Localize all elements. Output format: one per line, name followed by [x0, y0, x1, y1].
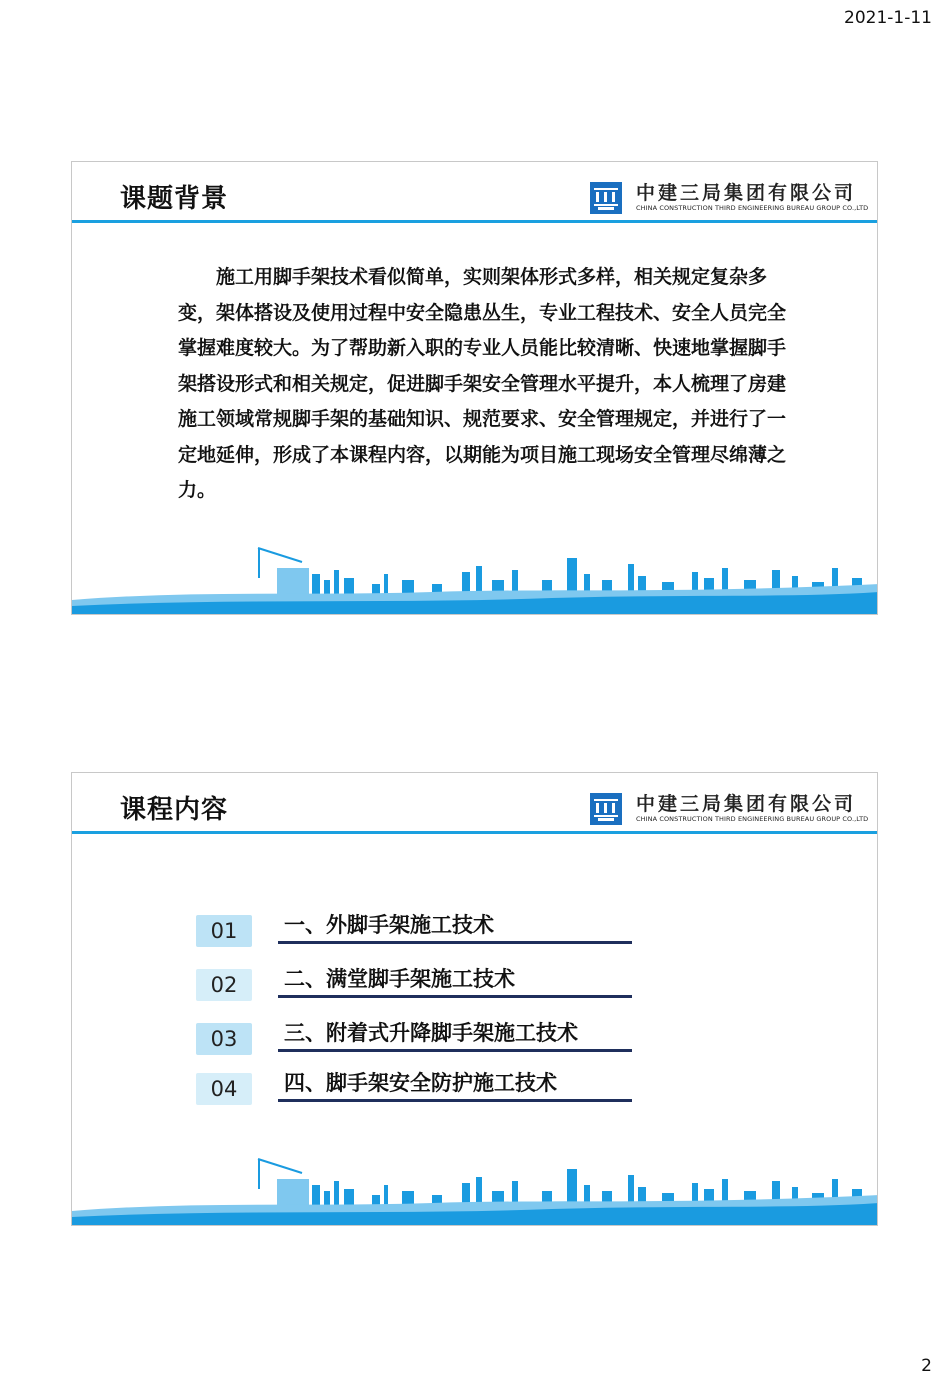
slide-background: [71, 772, 878, 1226]
agenda-item: [196, 909, 636, 949]
agenda-label: 四、脚手架安全防护施工技术: [284, 1071, 557, 1095]
agenda-item: [196, 1067, 636, 1107]
company-logo: [590, 787, 869, 827]
agenda-number: 04: [196, 1073, 252, 1105]
agenda-label: 二、满堂脚手架施工技术: [284, 967, 515, 991]
slide-title: 课程内容: [120, 795, 229, 825]
agenda-number: 03: [196, 1023, 252, 1055]
page-number: 2: [921, 1356, 932, 1376]
agenda-underline: [278, 941, 632, 944]
cscec-logo-icon: [590, 793, 622, 825]
company-name-cn: 中建三局集团有限公司: [636, 793, 857, 815]
slide-title: 课题背景: [120, 184, 229, 214]
company-logo: [590, 176, 869, 216]
agenda-label: 三、附着式升降脚手架施工技术: [284, 1021, 578, 1045]
slide-header: [72, 773, 877, 833]
agenda-underline: [278, 995, 632, 998]
company-name-cn: 中建三局集团有限公司: [636, 182, 857, 204]
agenda-number: 01: [196, 915, 252, 947]
agenda-label: 一、外脚手架施工技术: [284, 913, 494, 937]
city-skyline-graphic: [72, 1125, 878, 1225]
cscec-logo-icon: [590, 182, 622, 214]
page-date: 2021-1-11: [844, 8, 932, 28]
agenda-item: [196, 963, 636, 1003]
company-name-en: CHINA CONSTRUCTION THIRD ENGINEERING BUREAU GROUP CO.,LTD: [636, 815, 869, 823]
company-name-en: CHINA CONSTRUCTION THIRD ENGINEERING BUREAU GROUP CO.,LTD: [636, 204, 869, 212]
city-skyline-graphic: [72, 514, 878, 614]
background-paragraph: 施工用脚手架技术看似简单，实则架体形式多样，相关规定复杂多变，架体搭设及使用过程中安全隐患丛生，专业工程技术、安全人员完全掌握难度较大。为了帮助新入职的专业人员能比较清晰、快速地掌握脚手架搭设形式和相关规定，促进脚手架安全管理水平提升，本人梳理了房建施工领域常规脚手架的基础知识、规范要求、安全管理规定，并进行了一定地延伸，形成了本课程内容，以期能为项目施工现场安全管理尽绵薄之力。: [178, 266, 787, 501]
header-divider: [72, 220, 877, 223]
header-divider: [72, 831, 877, 834]
slide-header: [72, 162, 877, 222]
agenda-underline: [278, 1099, 632, 1102]
slide-background: [71, 161, 878, 615]
agenda-number: 02: [196, 969, 252, 1001]
agenda-item: [196, 1017, 636, 1057]
agenda-underline: [278, 1049, 632, 1052]
